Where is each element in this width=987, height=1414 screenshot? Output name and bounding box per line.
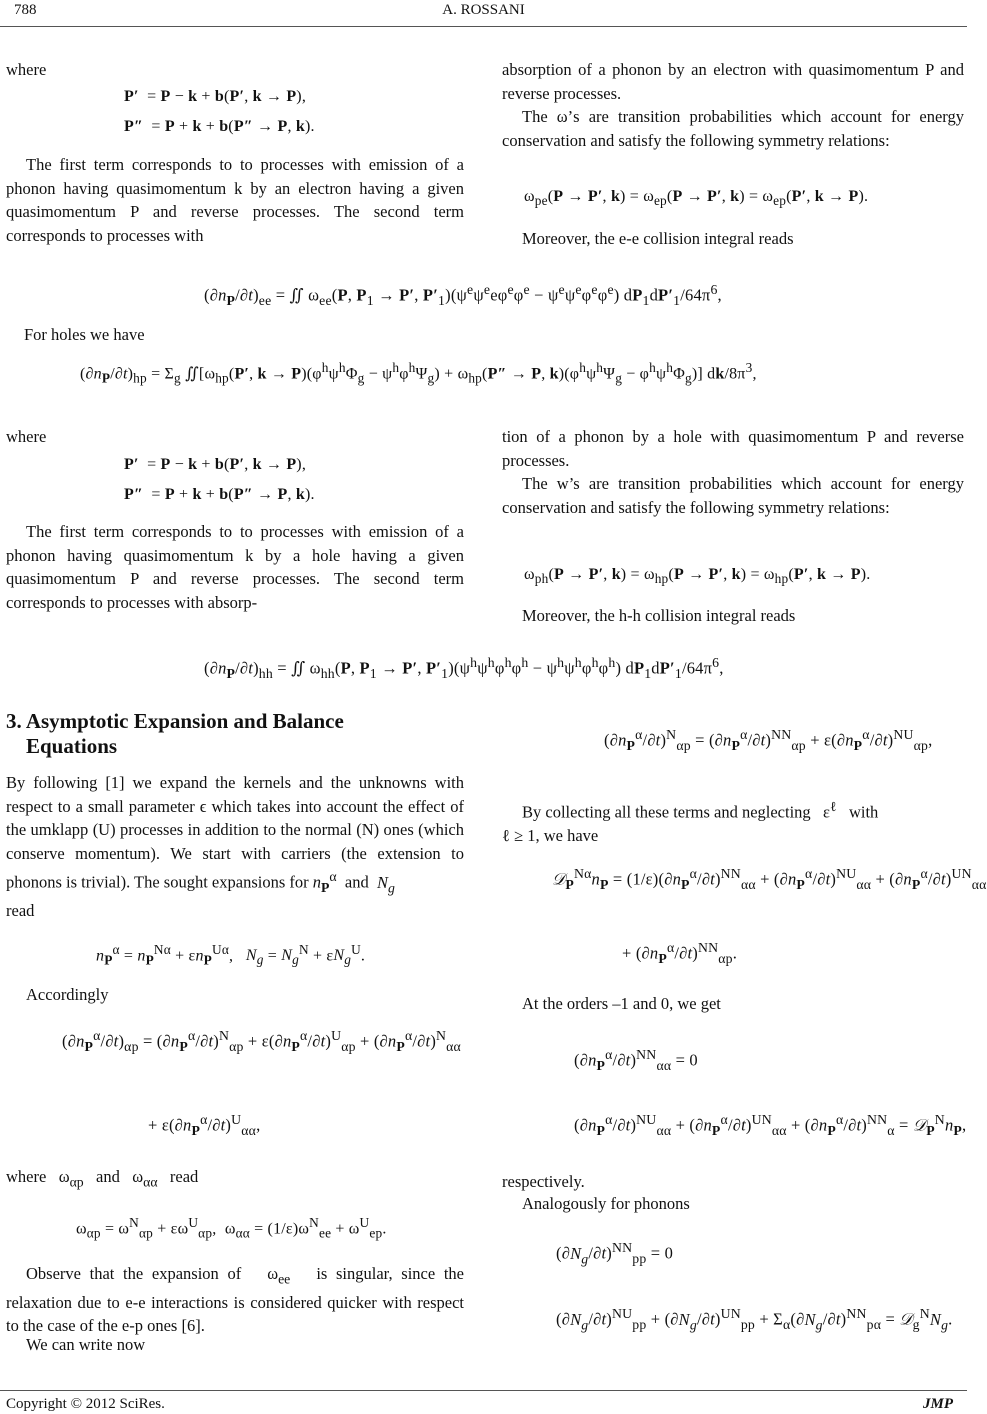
paragraph: respectively. xyxy=(502,1172,585,1191)
section-heading: 3. Asymptotic Expansion and Balance xyxy=(6,709,344,733)
equation: $(\partial N_g/\partial t)^{NN}_{pp} = 0$ xyxy=(556,1240,674,1266)
page-number: 788 xyxy=(14,2,37,18)
accordingly-label: Accordingly xyxy=(26,985,109,1004)
where-label: where xyxy=(6,60,47,79)
journal-name: JMP xyxy=(923,1396,953,1412)
paragraph: Moreover, the e-e collision integral reads xyxy=(522,229,794,248)
equation: $(\partial N_g/\partial t)^{NU}_{pp} + (\partial N_g/\partial t)^{UN}_{pp} + \Sigma_\alpha(\partial N_g/\partial t)^{NN}_{p\alpha}$ = $𝒟_g^NN_g$. xyxy=(556,1306,953,1332)
equation: $𝒟_P^{N\alpha}n_P = (1/\varepsilon)(\partial n_P^\alpha/\partial t)^{NN}_{\alpha\alpha} + (\partial n_P^\alpha/\partial t)^{NU}_{\alpha\alpha} + (\partial n_P^\alpha/\partial t)^{UN}_{\alpha\alpha}$ xyxy=(552,866,987,892)
equation: + $(\partial n_P^\alpha/\partial t)^{NN}_{\alpha p}$. xyxy=(622,940,738,966)
equation: $(\partial n_P^\alpha/\partial t)^N_{\alpha p} = (\partial n_P^\alpha/\partial t)^{NN}_{\alpha p} + \varepsilon(\partial n_P^\alpha/\partial t)^{NU}_{\alpha p}$, xyxy=(604,727,933,753)
equation-ee: $(\partial n_P/\partial t)_{ee}$ = ∬ $\omega_{ee}(P$, $P_1 \to P'$, $P'_1)(\psi^e\psi^ee\varphi^e\varphi^e - \psi^e\psi^e\varphi^e\varphi^e)$ $dP_1dP'_1/64\pi^6$, xyxy=(204,282,722,308)
paragraph: The first term corresponds to to processes with emission of a phonon having quasimomentum k by a hole having a given quasimomentum P and reverse processes. The second term corresponds to processes with absorp- xyxy=(6,522,464,612)
section-heading: Equations xyxy=(26,734,118,758)
equation: + $\varepsilon(\partial n_P^\alpha/\partial t)^U_{\alpha\alpha}$, xyxy=(148,1112,261,1138)
equation: $n_P^\alpha = n_P^{N\alpha} + \varepsilon n_P^{U\alpha}$, $N_g = N_g^N + \varepsilon N_g^U$. xyxy=(96,942,366,968)
equation: $\omega_{ph}(P \to P'$, $k) = \omega_{hp}(P \to P'$, $k) = \omega_{hp}(P'$, k → P). xyxy=(524,566,871,587)
paragraph: absorption of a phonon by an electron with quasimomentum P and reverse processes. xyxy=(502,60,964,103)
paragraph: tion of a phonon by a hole with quasimomentum P and reverse processes. xyxy=(502,427,964,470)
equation: $\omega_{\alpha p} = \omega^N_{\alpha p} + \varepsilon\omega^U_{\alpha p}$, $\omega_{\alpha\alpha} = (1/\varepsilon)\omega^N_{ee} + \omega^U_{ep}$. xyxy=(76,1215,387,1241)
paragraph: Analogously for phonons xyxy=(522,1194,690,1213)
paragraph: The ω’s are transition probabilities which account for energy conservation and satisfy the following symmetry relations: xyxy=(502,107,964,150)
footer-rule xyxy=(0,1390,967,1391)
paragraph: By following [1] we expand the kernels and the unknowns with respect to a small parameter ϵ which takes into account the effect of the umklapp (U) processes in addition to the normal (N) ones (which conserve momentum). We start with carriers (the extension to phonons is trivial). The sought expansions for $n_P^\alpha$ and $N_g$ read xyxy=(6,773,464,921)
equation: $(\partial n_P^\alpha/\partial t)^{NU}_{\alpha\alpha} + (\partial n_P^\alpha/\partial t)^{UN}_{\alpha\alpha} + (\partial n_P^\alpha/\partial t)^{NN}_\alpha$ = $𝒟_P^Nn_P$, xyxy=(574,1112,967,1138)
equation-hp: $(\partial n_P/\partial t)_{hp} = \Sigma_g$ $∬[\omega_{hp}(P'$, $k \to P)(\varphi^h\psi^h\Phi_g - \psi^h\varphi^h\Psi_g) + \omega_{hp}(P'' \to P$, $k)(\varphi^h\psi^h\Psi_g - \varphi^h\psi^h\Phi_g)$] $dk/8\pi^3$, xyxy=(80,360,757,386)
copyright: Copyright © 2012 SciRes. xyxy=(6,1396,165,1412)
header-rule xyxy=(0,26,967,27)
paragraph: We can write now xyxy=(26,1335,146,1354)
equation: P″ = P + k + b(P″ → P, k). xyxy=(124,118,315,135)
equation: P′ = P − k + b(P′, k → P), xyxy=(124,456,307,473)
equation: $(\partial n_P^\alpha/\partial t)^{NN}_{\alpha\alpha} = 0$ xyxy=(574,1047,698,1073)
where-label: where xyxy=(6,427,47,446)
running-title: A. ROSSANI xyxy=(442,2,525,18)
equation-hh: $(\partial n_P/\partial t)_{hh}$ = ∬ $\omega_{hh}(P$, $P_1 \to P'$, $P'_1)(\psi^h\psi^h\varphi^h\varphi^h - \psi^h\psi^h\varphi^h\varphi^h)$ $dP_1dP'_1/64\pi^6$, xyxy=(204,655,724,681)
equation: P″ = P + k + b(P″ → P, k). xyxy=(124,486,315,503)
equation: P′ = P − k + b(P′, k → P), xyxy=(124,88,307,105)
paragraph: Observe that the expansion of $\omega_{ee}$ is singular, since the relaxation due to e-e interactions is considered quicker with respect to the case of the e-p ones [6]. xyxy=(6,1264,465,1336)
paragraph: The first term corresponds to to processes with emission of a phonon having quasimomentum k by an electron having a given quasimomentum P and reverse processes. The second term corresponds to processes with xyxy=(6,155,464,245)
paragraph: where $\omega_{\alpha p}$ and $\omega_{\alpha\alpha}$ read xyxy=(6,1167,199,1190)
paragraph: The w’s are transition probabilities which account for energy conservation and satisfy the following symmetry relations: xyxy=(502,474,964,517)
holes-label: For holes we have xyxy=(24,325,145,344)
equation: $\omega_{pe}(P \to P'$, $k) = \omega_{ep}(P \to P'$, $k) = \omega_{ep}(P'$, k → P). xyxy=(524,188,869,209)
paragraph: Moreover, the h-h collision integral reads xyxy=(522,606,796,625)
paragraph: By collecting all these terms and neglecting $\varepsilon^\ell$ with ℓ ≥ 1, we have xyxy=(502,799,879,845)
paragraph: At the orders –1 and 0, we get xyxy=(522,994,721,1013)
equation: $(\partial n_P^\alpha/\partial t)_{\alpha p} = (\partial n_P^\alpha/\partial t)^N_{\alpha p} + \varepsilon(\partial n_P^\alpha/\partial t)^U_{\alpha p} + (\partial n_P^\alpha/\partial t)^N_{\alpha\alpha}$ xyxy=(62,1028,461,1054)
